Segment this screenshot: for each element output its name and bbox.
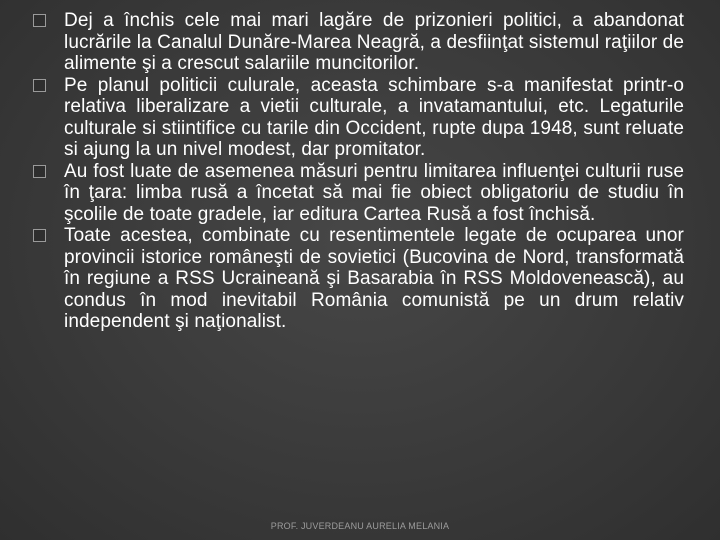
bullet-text: Au fost luate de asemenea măsuri pentru limitarea influenţei culturii ruse în ţara: limba rusă a încetat să mai fie obiect obligatoriu de studiu în şcolile de toate gradele, iar editura Cartea Rusă a fost închisă. bbox=[64, 160, 684, 225]
square-bullet-icon bbox=[33, 229, 46, 242]
footer-author: PROF. JUVERDEANU AURELIA MELANIA bbox=[270, 521, 450, 531]
bullet-item bbox=[36, 10, 684, 75]
square-bullet-icon bbox=[33, 14, 46, 27]
bullet-list bbox=[36, 10, 684, 333]
square-bullet-icon bbox=[33, 165, 46, 178]
bullet-item bbox=[36, 225, 684, 333]
square-bullet-icon bbox=[33, 79, 46, 92]
bullet-item bbox=[36, 75, 684, 161]
bullet-text: Dej a închis cele mai mari lagăre de prizonieri politici, a abandonat lucrările la Canalul Dunăre-Marea Neagră, a desfiinţat sistemul raţiilor de alimente şi a crescut salariile muncitorilor. bbox=[64, 10, 684, 74]
bullet-item bbox=[36, 161, 684, 226]
bullet-text: Toate acestea, combinate cu resentimentele legate de ocuparea unor provincii istorice româneşti de sovietici (Bucovina de Nord, transformată în regiune a RSS Ucraineană şi Basarabia în RSS Moldovenească), au condus în mod inevitabil România comunistă pe un drum relativ independent şi naţionalist. bbox=[64, 225, 684, 332]
bullet-text: Pe planul politicii culurale, aceasta schimbare s-a manifestat printr-o relativa liberalizare a vietii culturale, a invatamantului, etc. Legaturile culturale si stiintifice cu tarile din Occident, rupte dupa 1948, sunt reluate si ajung la un nivel modest, dar promitator. bbox=[64, 74, 684, 160]
